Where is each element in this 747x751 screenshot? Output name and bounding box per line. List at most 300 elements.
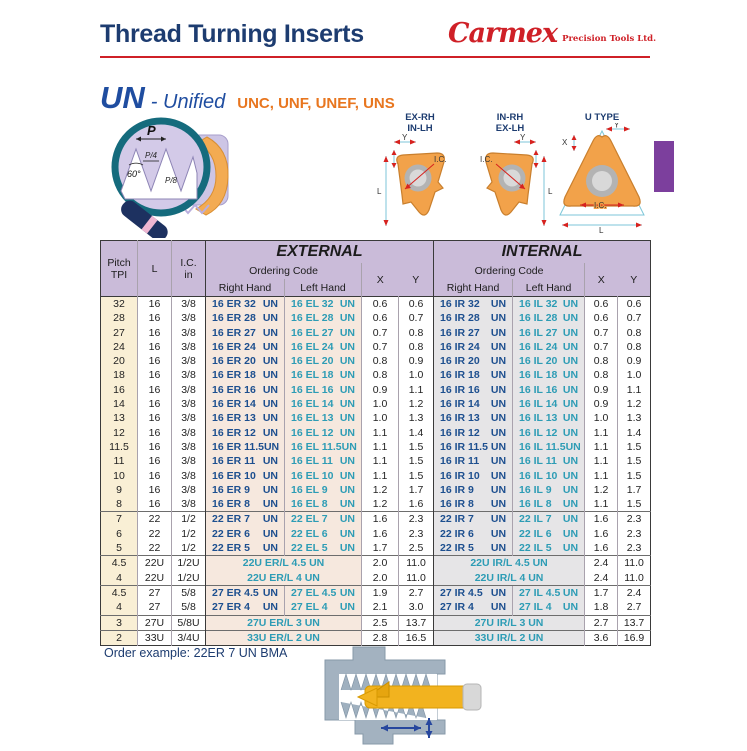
external-y-cell: 0.8 [399, 340, 434, 354]
external-lh-code-cell: 16 EL 16 UN [285, 383, 362, 397]
internal-x-cell: 0.7 [585, 340, 618, 354]
insert1-title-line2: IN-LH [407, 123, 433, 134]
ic-cell: 5/8 [172, 600, 206, 615]
internal-rh-code-cell: 22 IR 5 UN [434, 541, 513, 556]
pitch-cell: 4.5 [101, 556, 138, 571]
external-x-cell: 0.6 [362, 297, 399, 312]
internal-lh-code-cell: 16 IL 8 UN [513, 497, 585, 512]
external-rh-code-cell: 16 ER 18 UN [206, 368, 285, 382]
label-ic: I.C. [480, 155, 493, 164]
internal-y-cell: 2.7 [618, 600, 651, 615]
header-internal: INTERNAL [434, 241, 651, 264]
label-y: Y [402, 134, 408, 142]
header-divider [100, 56, 650, 58]
internal-rh-code-cell: 16 IR 10 UN [434, 469, 513, 483]
insert3-title: U TYPE [584, 112, 620, 123]
ic-cell: 3/8 [172, 469, 206, 483]
ic-cell: 5/8U [172, 615, 206, 630]
l-cell: 16 [138, 354, 172, 368]
ic-cell: 3/4U [172, 630, 206, 645]
internal-y-cell: 1.1 [618, 383, 651, 397]
internal-x-cell: 1.1 [585, 497, 618, 512]
internal-rh-code-cell: 16 IR 32 UN [434, 297, 513, 312]
external-lh-code-cell: 16 EL 18 UN [285, 368, 362, 382]
internal-rh-code-cell: 22 IR 6 UN [434, 527, 513, 541]
brand-logo [443, 12, 657, 54]
internal-lh-code-cell: 16 IL 13 UN [513, 411, 585, 425]
l-cell: 16 [138, 326, 172, 340]
external-y-cell: 1.5 [399, 469, 434, 483]
table-row [101, 411, 651, 425]
external-x-cell: 0.8 [362, 368, 399, 382]
external-y-cell: 2.5 [399, 541, 434, 556]
external-x-cell: 0.8 [362, 354, 399, 368]
external-rh-code-cell: 16 ER 11.5 UN [206, 440, 285, 454]
external-rh-code-cell: 16 ER 8 UN [206, 497, 285, 512]
table-row [101, 368, 651, 382]
external-x-cell: 1.0 [362, 397, 399, 411]
internal-lh-code-cell: 16 IL 11 UN [513, 454, 585, 468]
internal-x-cell: 0.6 [585, 311, 618, 325]
external-lh-code-cell: 16 EL 12 UN [285, 426, 362, 440]
header-left-hand-external: Left Hand [285, 279, 362, 297]
external-rh-code-cell: 16 ER 10 UN [206, 469, 285, 483]
pitch-cell: 18 [101, 368, 138, 382]
internal-y-cell: 1.5 [618, 497, 651, 512]
external-x-cell: 2.8 [362, 630, 399, 645]
external-y-cell: 1.3 [399, 411, 434, 425]
external-lh-code-cell: 16 EL 28 UN [285, 311, 362, 325]
label-y: Y [520, 134, 526, 142]
external-lh-code-cell: 16 EL 13 UN [285, 411, 362, 425]
l-cell: 16 [138, 483, 172, 497]
external-x-cell: 0.7 [362, 326, 399, 340]
pitch-cell: 14 [101, 397, 138, 411]
l-cell: 22U [138, 571, 172, 586]
external-y-cell: 2.3 [399, 512, 434, 527]
external-lh-code-cell: 16 EL 11 UN [285, 454, 362, 468]
external-x-cell: 1.1 [362, 454, 399, 468]
threading-tool-illustration [295, 638, 510, 751]
external-y-cell: 3.0 [399, 600, 434, 615]
header-left-hand-internal: Left Hand [513, 279, 585, 297]
internal-y-cell: 11.0 [618, 556, 651, 571]
internal-x-cell: 1.6 [585, 541, 618, 556]
series-code: UN [100, 80, 145, 115]
l-cell: 16 [138, 454, 172, 468]
boring-bar-tool [358, 682, 481, 710]
table-row [101, 556, 651, 571]
table-row [101, 383, 651, 397]
external-rh-code-cell: 22 ER 5 UN [206, 541, 285, 556]
internal-lh-code-cell: 16 IL 32 UN [513, 297, 585, 312]
external-y-cell: 0.7 [399, 311, 434, 325]
internal-y-cell: 1.7 [618, 483, 651, 497]
ic-cell: 3/8 [172, 497, 206, 512]
l-cell: 16 [138, 311, 172, 325]
internal-y-cell: 2.3 [618, 541, 651, 556]
l-cell: 16 [138, 368, 172, 382]
table-row [101, 512, 651, 527]
pitch-cell: 11.5 [101, 440, 138, 454]
table-row [101, 527, 651, 541]
pitch-cell: 5 [101, 541, 138, 556]
internal-y-cell: 11.0 [618, 571, 651, 586]
pitch-cell: 4.5 [101, 585, 138, 600]
label-x: X [562, 138, 568, 147]
external-x-cell: 2.5 [362, 615, 399, 630]
external-rh-code-cell: 16 ER 27 UN [206, 326, 285, 340]
internal-y-cell: 16.9 [618, 630, 651, 645]
external-rh-code-cell: 16 ER 14 UN [206, 397, 285, 411]
external-y-cell: 1.1 [399, 383, 434, 397]
external-lh-code-cell: 16 EL 8 UN [285, 497, 362, 512]
internal-rh-code-cell: 16 IR 12 UN [434, 426, 513, 440]
external-rh-code-cell: 16 ER 11 UN [206, 454, 285, 468]
internal-rh-code-cell: 22 IR 7 UN [434, 512, 513, 527]
external-lh-code-cell: 16 EL 11.5 UN [285, 440, 362, 454]
internal-x-cell: 3.6 [585, 630, 618, 645]
header-ic: I.C. in [172, 241, 206, 297]
table-body [101, 297, 651, 646]
header-x-internal: X [585, 263, 618, 297]
ic-cell: 3/8 [172, 340, 206, 354]
label-ic: I.C. [594, 201, 607, 210]
external-lh-code-cell: 27 EL 4.5 UN [285, 585, 362, 600]
pitch-cell: 11 [101, 454, 138, 468]
external-x-cell: 0.6 [362, 311, 399, 325]
internal-y-cell: 0.9 [618, 354, 651, 368]
table-row [101, 397, 651, 411]
external-code-merged-cell: 33U ER/L 2 UN [206, 630, 362, 645]
internal-x-cell: 1.6 [585, 527, 618, 541]
internal-lh-code-cell: 16 IL 10 UN [513, 469, 585, 483]
external-lh-code-cell: 22 EL 7 UN [285, 512, 362, 527]
external-lh-code-cell: 22 EL 6 UN [285, 527, 362, 541]
insert-diagram-in-rh [462, 112, 558, 239]
external-x-cell: 1.2 [362, 483, 399, 497]
table-row [101, 354, 651, 368]
internal-x-cell: 2.4 [585, 571, 618, 586]
external-y-cell: 1.2 [399, 397, 434, 411]
internal-y-cell: 2.3 [618, 527, 651, 541]
external-rh-code-cell: 16 ER 16 UN [206, 383, 285, 397]
table-row [101, 541, 651, 556]
table-row [101, 454, 651, 468]
pitch-cell: 9 [101, 483, 138, 497]
ic-cell: 3/8 [172, 354, 206, 368]
internal-lh-code-cell: 22 IL 6 UN [513, 527, 585, 541]
ic-cell: 3/8 [172, 326, 206, 340]
internal-y-cell: 1.5 [618, 454, 651, 468]
table-row [101, 326, 651, 340]
insert-diagram-u-type [552, 112, 652, 238]
external-rh-code-cell: 27 ER 4 UN [206, 600, 285, 615]
internal-x-cell: 0.8 [585, 368, 618, 382]
external-rh-code-cell: 16 ER 12 UN [206, 426, 285, 440]
insert1-title-line1: EX-RH [405, 112, 435, 123]
external-y-cell: 1.4 [399, 426, 434, 440]
table-row [101, 497, 651, 512]
table-header [101, 241, 651, 297]
internal-rh-code-cell: 16 IR 20 UN [434, 354, 513, 368]
external-lh-code-cell: 16 EL 14 UN [285, 397, 362, 411]
l-cell: 16 [138, 497, 172, 512]
internal-lh-code-cell: 16 IL 12 UN [513, 426, 585, 440]
internal-rh-code-cell: 16 IR 16 UN [434, 383, 513, 397]
label-60: 60° [127, 169, 141, 179]
internal-rh-code-cell: 16 IR 27 UN [434, 326, 513, 340]
internal-y-cell: 1.5 [618, 469, 651, 483]
external-x-cell: 1.9 [362, 585, 399, 600]
internal-x-cell: 0.6 [585, 297, 618, 312]
external-rh-code-cell: 27 ER 4.5 UN [206, 585, 285, 600]
internal-lh-code-cell: 16 IL 16 UN [513, 383, 585, 397]
internal-y-cell: 2.4 [618, 585, 651, 600]
external-x-cell: 1.0 [362, 411, 399, 425]
internal-lh-code-cell: 16 IL 20 UN [513, 354, 585, 368]
header-y-internal: Y [618, 263, 651, 297]
internal-rh-code-cell: 16 IR 8 UN [434, 497, 513, 512]
header-x-external: X [362, 263, 399, 297]
external-code-merged-cell: 22U ER/L 4 UN [206, 571, 362, 586]
external-x-cell: 1.2 [362, 497, 399, 512]
l-cell: 33U [138, 630, 172, 645]
internal-y-cell: 0.6 [618, 297, 651, 312]
internal-lh-code-cell: 27 IL 4 UN [513, 600, 585, 615]
insert2-title-line2: EX-LH [495, 123, 525, 134]
external-rh-code-cell: 16 ER 24 UN [206, 340, 285, 354]
external-lh-code-cell: 22 EL 5 UN [285, 541, 362, 556]
external-rh-code-cell: 16 ER 28 UN [206, 311, 285, 325]
internal-y-cell: 1.0 [618, 368, 651, 382]
internal-x-cell: 1.1 [585, 426, 618, 440]
pitch-cell: 4 [101, 600, 138, 615]
header-right-hand-internal: Right Hand [434, 279, 513, 297]
external-rh-code-cell: 16 ER 32 UN [206, 297, 285, 312]
l-cell: 27U [138, 615, 172, 630]
l-cell: 22 [138, 541, 172, 556]
external-x-cell: 1.1 [362, 469, 399, 483]
order-example: Order example: 22ER 7 UN BMA [104, 646, 288, 660]
l-cell: 16 [138, 411, 172, 425]
header-y-external: Y [399, 263, 434, 297]
external-rh-code-cell: 22 ER 7 UN [206, 512, 285, 527]
internal-lh-code-cell: 16 IL 28 UN [513, 311, 585, 325]
internal-y-cell: 0.7 [618, 311, 651, 325]
l-cell: 16 [138, 469, 172, 483]
internal-y-cell: 13.7 [618, 615, 651, 630]
header-ordering-code-external: Ordering Code [206, 263, 362, 279]
external-y-cell: 13.7 [399, 615, 434, 630]
internal-lh-code-cell: 27 IL 4.5 UN [513, 585, 585, 600]
internal-x-cell: 1.1 [585, 454, 618, 468]
internal-lh-code-cell: 16 IL 11.5 UN [513, 440, 585, 454]
external-y-cell: 0.6 [399, 297, 434, 312]
external-y-cell: 2.3 [399, 527, 434, 541]
internal-y-cell: 1.4 [618, 426, 651, 440]
external-y-cell: 1.5 [399, 440, 434, 454]
external-y-cell: 11.0 [399, 571, 434, 586]
internal-rh-code-cell: 16 IR 28 UN [434, 311, 513, 325]
pitch-cell: 20 [101, 354, 138, 368]
internal-x-cell: 1.1 [585, 440, 618, 454]
internal-lh-code-cell: 16 IL 24 UN [513, 340, 585, 354]
ic-cell: 5/8 [172, 585, 206, 600]
pitch-cell: 4 [101, 571, 138, 586]
table-row [101, 571, 651, 586]
internal-x-cell: 2.4 [585, 556, 618, 571]
external-x-cell: 2.0 [362, 556, 399, 571]
l-cell: 27 [138, 600, 172, 615]
series-heading [100, 80, 395, 116]
label-l: L [599, 226, 604, 233]
pitch-cell: 24 [101, 340, 138, 354]
external-rh-code-cell: 16 ER 20 UN [206, 354, 285, 368]
external-y-cell: 0.9 [399, 354, 434, 368]
header-pitch-tpi: Pitch TPI [101, 241, 138, 297]
insert-diagram-ex-rh [372, 112, 468, 239]
external-lh-code-cell: 16 EL 20 UN [285, 354, 362, 368]
pitch-cell: 16 [101, 383, 138, 397]
external-lh-code-cell: 16 EL 9 UN [285, 483, 362, 497]
internal-x-cell: 1.8 [585, 600, 618, 615]
internal-code-merged-cell: 22U IR/L 4 UN [434, 571, 585, 586]
ic-cell: 3/8 [172, 483, 206, 497]
pitch-cell: 12 [101, 426, 138, 440]
header-external: EXTERNAL [206, 241, 434, 264]
l-cell: 16 [138, 340, 172, 354]
internal-lh-code-cell: 16 IL 14 UN [513, 397, 585, 411]
brand-name: Carmex [448, 17, 558, 49]
pitch-cell: 8 [101, 497, 138, 512]
page-title: Thread Turning Inserts [100, 20, 364, 48]
internal-lh-code-cell: 16 IL 27 UN [513, 326, 585, 340]
external-rh-code-cell: 16 ER 9 UN [206, 483, 285, 497]
internal-y-cell: 1.5 [618, 440, 651, 454]
ic-cell: 3/8 [172, 426, 206, 440]
internal-rh-code-cell: 16 IR 11 UN [434, 454, 513, 468]
label-l: L [548, 187, 553, 196]
table-row [101, 469, 651, 483]
l-cell: 16 [138, 426, 172, 440]
table-row [101, 600, 651, 615]
internal-rh-code-cell: 27 IR 4 UN [434, 600, 513, 615]
internal-rh-code-cell: 16 IR 13 UN [434, 411, 513, 425]
insert2-title-line1: IN-RH [496, 112, 524, 123]
external-x-cell: 2.1 [362, 600, 399, 615]
pitch-cell: 27 [101, 326, 138, 340]
external-x-cell: 0.7 [362, 340, 399, 354]
ic-cell: 1/2U [172, 556, 206, 571]
internal-lh-code-cell: 22 IL 7 UN [513, 512, 585, 527]
internal-y-cell: 0.8 [618, 340, 651, 354]
table-row [101, 426, 651, 440]
ic-cell: 1/2 [172, 512, 206, 527]
internal-rh-code-cell: 16 IR 14 UN [434, 397, 513, 411]
external-y-cell: 1.5 [399, 454, 434, 468]
pitch-cell: 13 [101, 411, 138, 425]
table-row [101, 585, 651, 600]
external-lh-code-cell: 16 EL 27 UN [285, 326, 362, 340]
l-cell: 16 [138, 297, 172, 312]
header-ordering-code-internal: Ordering Code [434, 263, 585, 279]
external-x-cell: 1.1 [362, 426, 399, 440]
external-x-cell: 1.7 [362, 541, 399, 556]
internal-lh-code-cell: 16 IL 9 UN [513, 483, 585, 497]
label-p8: P/8 [165, 176, 178, 185]
table-row [101, 615, 651, 630]
internal-rh-code-cell: 16 IR 18 UN [434, 368, 513, 382]
pitch-cell: 3 [101, 615, 138, 630]
internal-y-cell: 1.3 [618, 411, 651, 425]
table-row [101, 440, 651, 454]
thread-profile-magnifier-diagram [103, 113, 258, 243]
l-cell: 27 [138, 585, 172, 600]
ic-cell: 1/2 [172, 527, 206, 541]
l-cell: 22 [138, 512, 172, 527]
internal-x-cell: 1.2 [585, 483, 618, 497]
l-cell: 16 [138, 397, 172, 411]
internal-y-cell: 1.2 [618, 397, 651, 411]
pitch-cell: 2 [101, 630, 138, 645]
external-lh-code-cell: 16 EL 10 UN [285, 469, 362, 483]
external-rh-code-cell: 22 ER 6 UN [206, 527, 285, 541]
external-lh-code-cell: 16 EL 32 UN [285, 297, 362, 312]
internal-x-cell: 1.7 [585, 585, 618, 600]
internal-y-cell: 2.3 [618, 512, 651, 527]
internal-y-cell: 0.8 [618, 326, 651, 340]
internal-x-cell: 1.0 [585, 411, 618, 425]
label-y: Y [614, 123, 620, 130]
internal-rh-code-cell: 16 IR 11.5 UN [434, 440, 513, 454]
external-code-merged-cell: 27U ER/L 3 UN [206, 615, 362, 630]
ic-cell: 3/8 [172, 454, 206, 468]
label-p4: P/4 [145, 151, 158, 160]
pitch-cell: 32 [101, 297, 138, 312]
label-p: P [147, 123, 156, 138]
ic-cell: 3/8 [172, 297, 206, 312]
internal-x-cell: 1.1 [585, 469, 618, 483]
header-l: L [138, 241, 172, 297]
ic-cell: 3/8 [172, 411, 206, 425]
label-ic: I.C. [434, 155, 447, 164]
internal-x-cell: 0.9 [585, 397, 618, 411]
l-cell: 22 [138, 527, 172, 541]
internal-rh-code-cell: 16 IR 24 UN [434, 340, 513, 354]
insert-spec-table [100, 240, 650, 646]
external-y-cell: 1.7 [399, 483, 434, 497]
internal-x-cell: 0.7 [585, 326, 618, 340]
series-subtypes: UNC, UNF, UNEF, UNS [237, 95, 395, 112]
ic-cell: 3/8 [172, 311, 206, 325]
table-row [101, 483, 651, 497]
external-y-cell: 0.8 [399, 326, 434, 340]
external-x-cell: 1.6 [362, 512, 399, 527]
internal-lh-code-cell: 16 IL 18 UN [513, 368, 585, 382]
ic-cell: 1/2 [172, 541, 206, 556]
external-lh-code-cell: 16 EL 24 UN [285, 340, 362, 354]
table-row [101, 297, 651, 312]
external-rh-code-cell: 16 ER 13 UN [206, 411, 285, 425]
l-cell: 16 [138, 440, 172, 454]
label-l: L [377, 187, 382, 196]
pitch-cell: 28 [101, 311, 138, 325]
external-x-cell: 1.6 [362, 527, 399, 541]
ic-cell: 3/8 [172, 440, 206, 454]
ic-cell: 3/8 [172, 368, 206, 382]
l-cell: 16 [138, 383, 172, 397]
